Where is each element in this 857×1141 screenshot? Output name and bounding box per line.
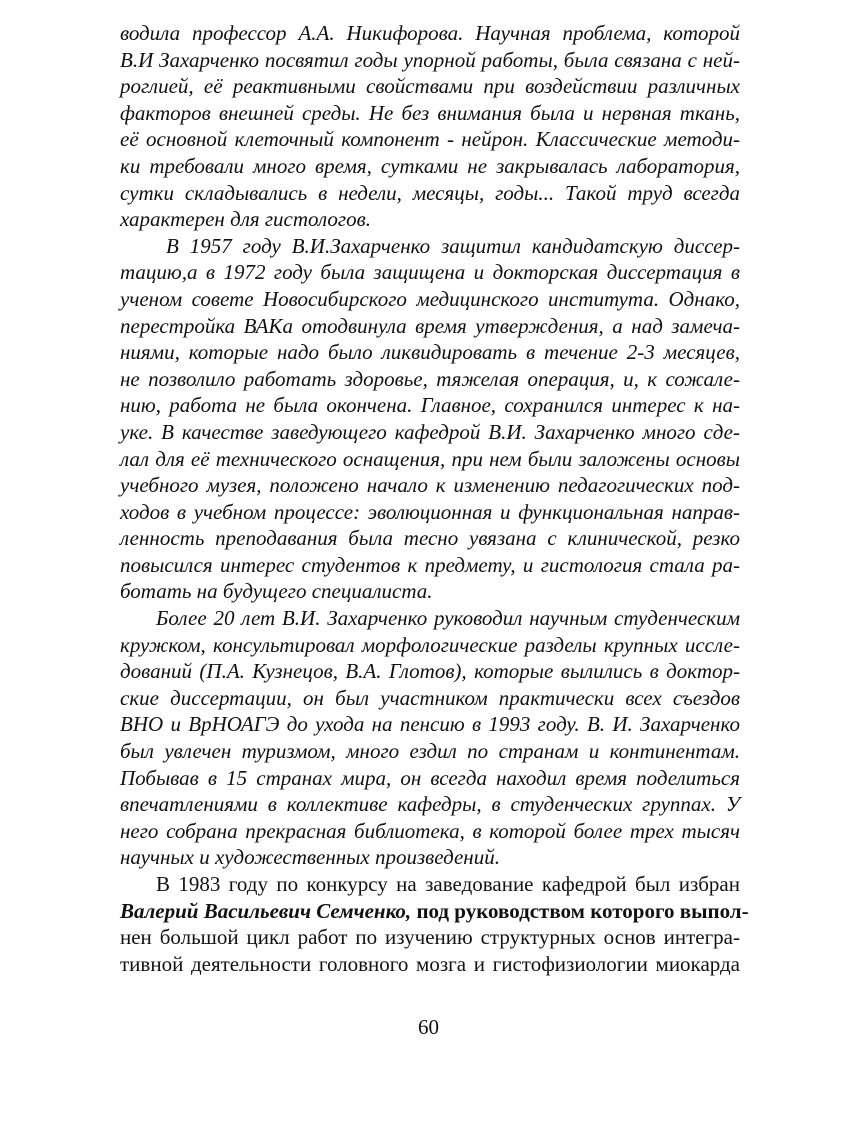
text-line: ВНО и ВрНОАГЭ до ухода на пенсию в 1993 году. В. И. Захарченко [120,712,740,737]
text-line: ученом совете Новосибирского медицинского института. Однако, [120,286,740,311]
text-line: В 1983 году по конкурсу на заведование кафедрой был избран [156,872,740,896]
text-line [120,898,749,925]
text-line: научных и художественных произведений. [120,845,500,870]
text-line: Более 20 лет В.И. Захарченко руководил научным студенческим [156,606,740,631]
text-line: впечатлениями в коллективе кафедры, в студенческих группах. У [120,792,740,817]
page-number: 60 [418,1015,439,1039]
text-line: её основной клеточный компонент - нейрон. Классические методи- [120,127,740,152]
text-line: кружком, консультировал морфологические разделы крупных иссле- [120,632,740,657]
paragraph-1 [120,20,740,233]
text-line: характерен для гистологов. [120,207,371,232]
text-line: ки требовали много время, сутками не закрывалась лаборатория, [120,153,740,178]
text-line: ские диссертации, он был участником практически всех съездов [120,685,740,710]
text-line: нен большой цикл работ по изучению структурных основ интегра- [120,925,740,950]
paragraph-4 [120,871,749,977]
text-line: ходов в учебном процессе: эволюционная и функциональная направ- [120,499,740,524]
text-line: В 1957 году В.И.Захарченко защитил кандидатскую диссер- [166,233,740,258]
text-line: водила профессор А.А. Никифорова. Научная проблема, которой [120,21,740,45]
text-line: ленность преподавания была тесно увязана с клинической, резко [120,526,740,551]
paragraph-3 [120,605,740,871]
document-page [120,20,749,977]
text-line: тивной деятельности головного мозга и гистофизиологии миокарда [120,951,740,976]
text-line: повысился интерес студентов к предмету, и гистология стала ра- [120,552,740,577]
person-name: Валерий Васильевич Семченко, [120,898,412,923]
text-line: нию, работа не была окончена. Главное, сохранился интерес к на- [120,393,740,418]
text-line: дований (П.А. Кузнецов, В.А. Глотов), которые вылились в доктор- [120,659,740,684]
text-line: сутки складывались в недели, месяцы, годы... Такой труд всегда [120,180,740,205]
text-line: перестройка ВАКа отодвинула время утверждения, а над замеча- [120,313,740,338]
text-line: Побывав в 15 странах мира, он всегда находил время поделиться [120,765,740,790]
text-line: факторов внешней среды. Не без внимания была и нервная ткань, [120,100,740,125]
text-line: тацию,а в 1972 году была защищена и докторская диссертация в [120,260,740,285]
text-line: роглией, её реактивными свойствами при воздействии различных [120,74,740,99]
text-line: не позволило работать здоровье, тяжелая операция, и, к сожале- [120,366,740,391]
text-line: лал для её технического оснащения, при нем были заложены основы [120,446,740,471]
text-fragment: под руководством которого выпол- [411,898,749,923]
text-line: него собрана прекрасная библиотека, в которой более трех тысяч [120,818,740,843]
text-line: учебного музея, положено начало к изменению педагогических под- [120,473,740,498]
text-line: ниями, которые надо было ликвидировать в течение 2-3 месяцев, [120,340,740,365]
paragraph-2 [120,233,740,605]
text-line: был увлечен туризмом, много ездил по странам и континентам. [120,739,740,764]
text-line: В.И Захарченко посвятил годы упорной работы, была связана с ней- [120,47,740,72]
text-line: ботать на будущего специалиста. [120,579,433,604]
text-line: уке. В качестве заведующего кафедрой В.И. Захарченко много сде- [120,419,740,444]
